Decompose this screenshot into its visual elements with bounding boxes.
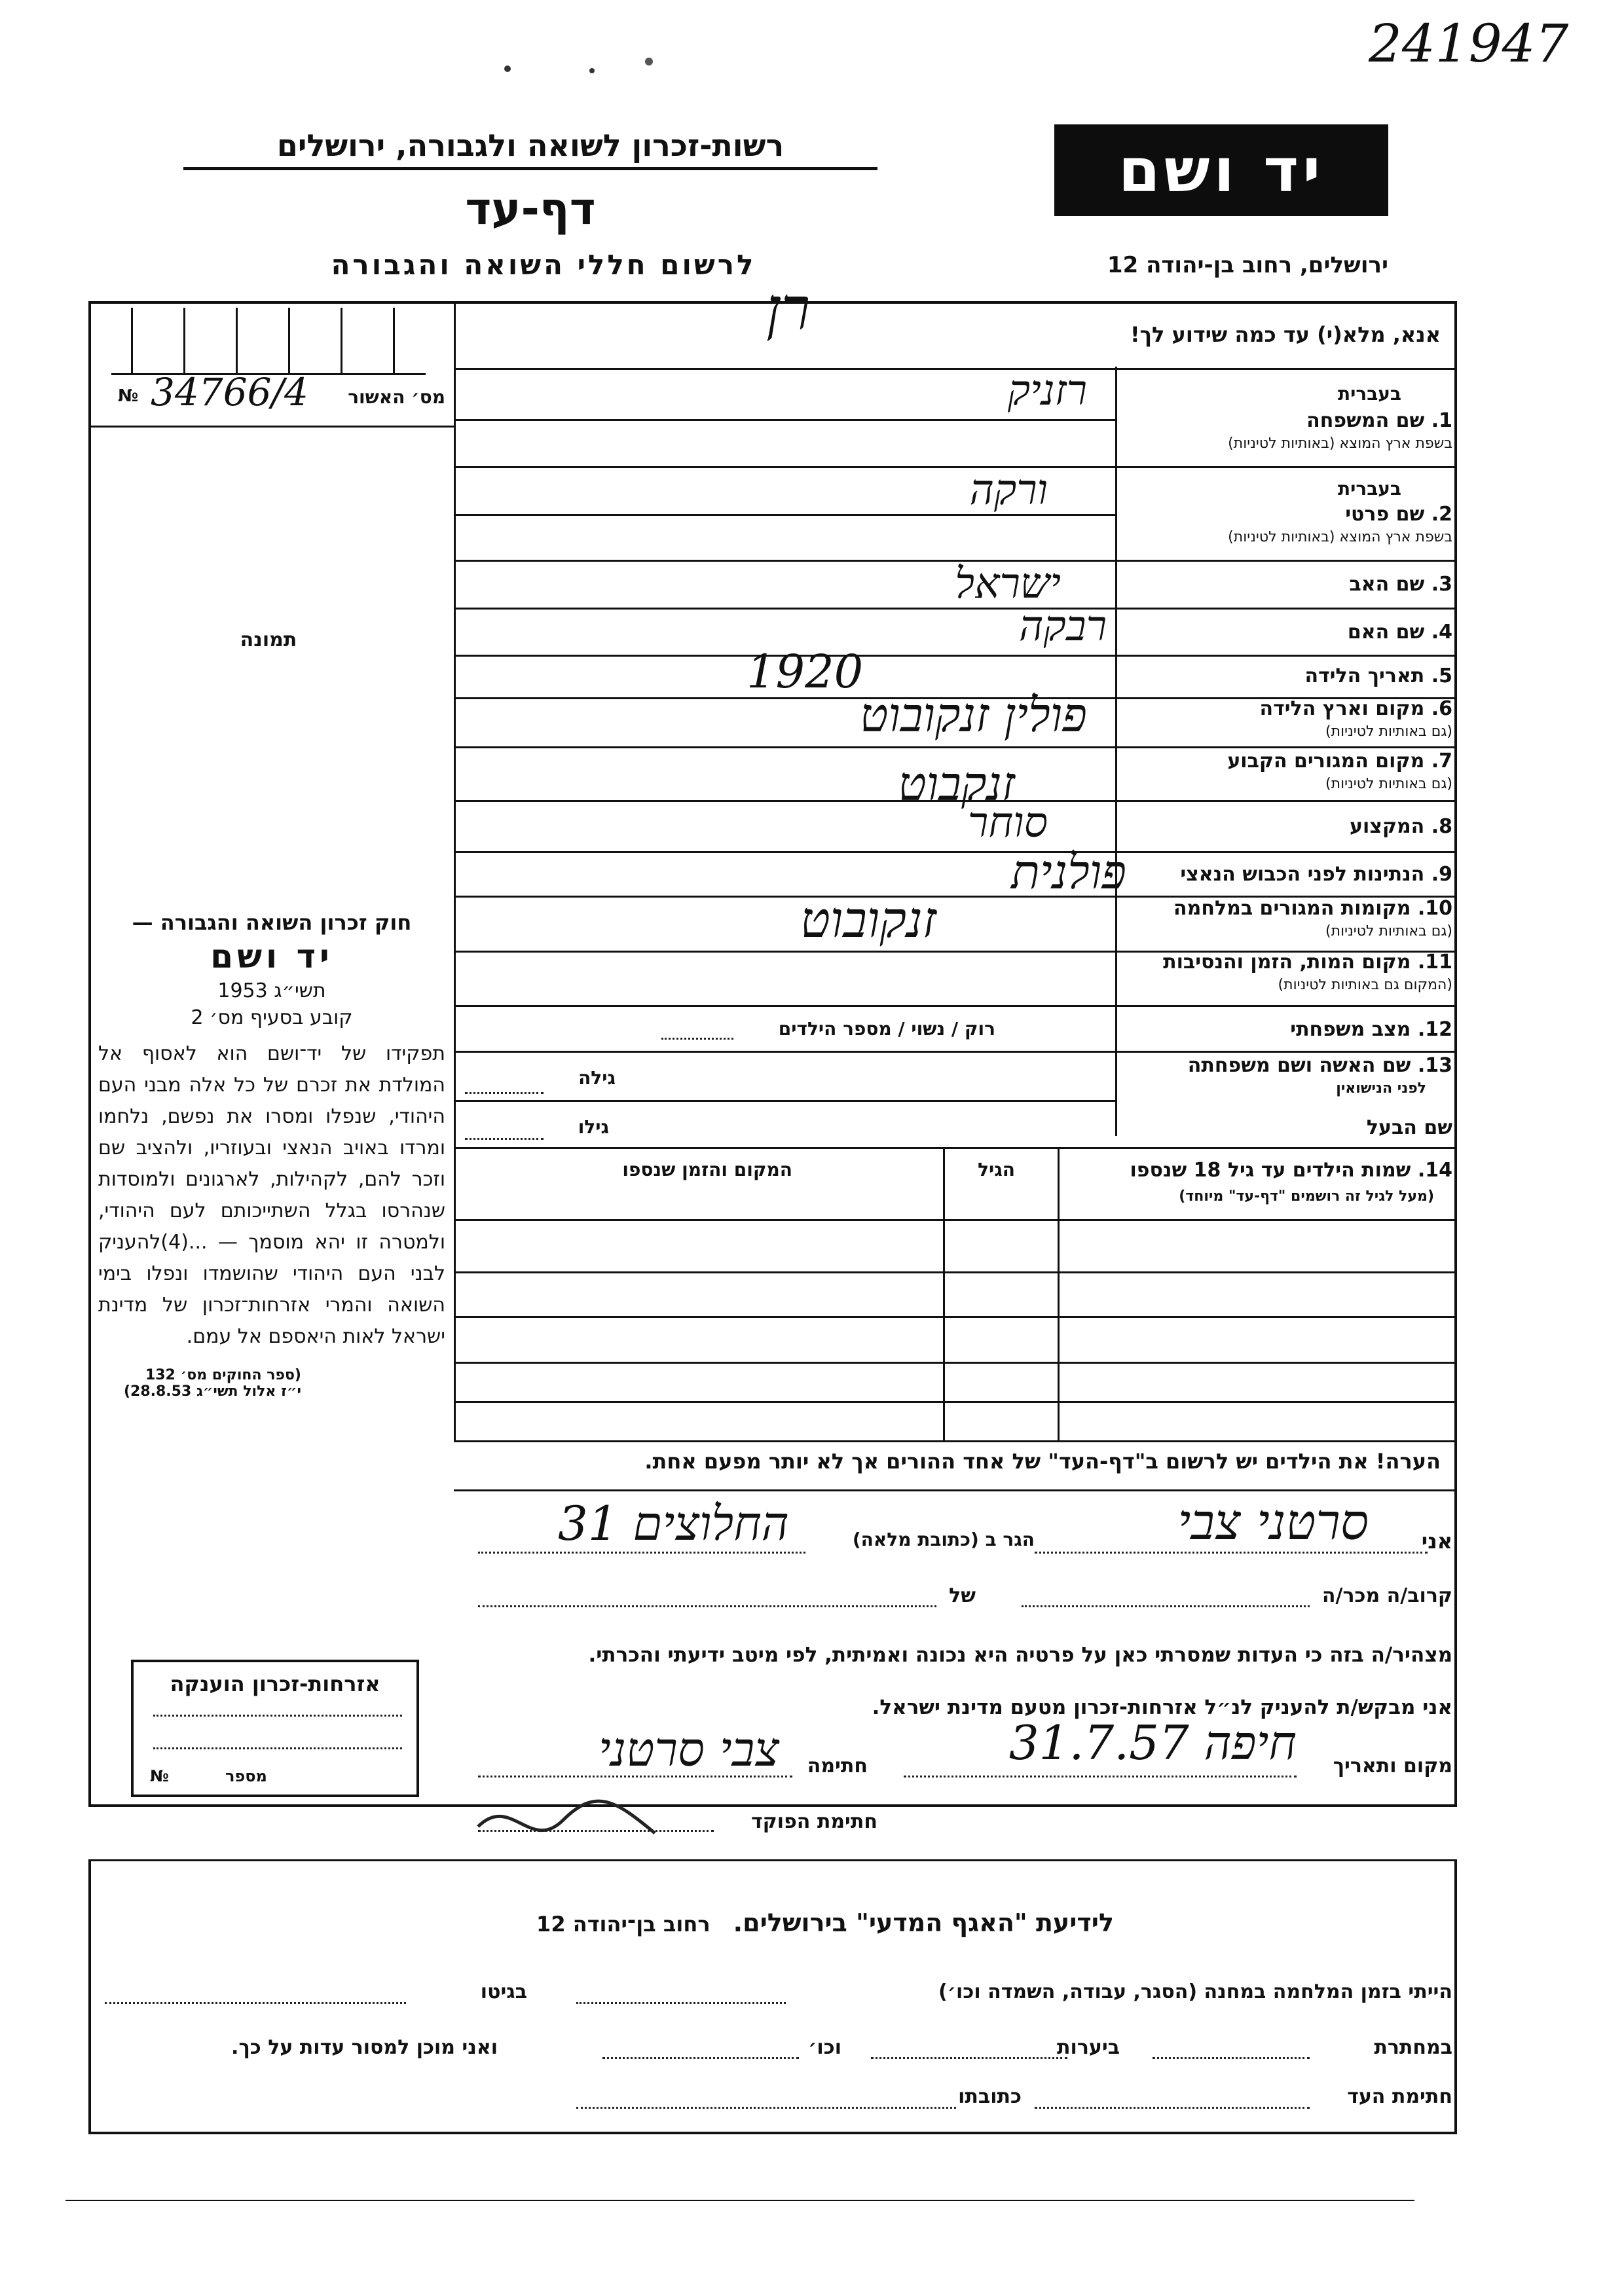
bottom-line1-ghetto [105,2002,406,2004]
bottom-line2-forest [871,2057,1067,2059]
field-2-sub: בשפת ארץ המוצא (באותיות לטיניות) [1228,529,1452,545]
field-3-label: 3. שם האב [1349,573,1452,596]
place-date-value: חיפה 31.7.57 [1008,1715,1297,1770]
approval-sign: № [118,386,139,406]
bottom-line1-a: הייתי בזמן המלחמה במחנה (הסגר, עבודה, השמדה וכו׳) [938,1980,1452,2003]
field-2-label: 2. שם פרטי [1345,503,1452,526]
row-rule [454,1005,1457,1007]
field-12-options: רוק / נשוי / מספר הילדים [778,1018,995,1040]
declarant-place-date: מקום ותאריך [1333,1755,1452,1777]
row-rule [454,1100,1115,1102]
official-signature-scrawl [471,1787,668,1859]
place-date-line [904,1776,1297,1777]
cert-line [153,1747,402,1749]
declarant-declare: מצהיר/ה בזה כי העדות שמסרתי כאן על פרטיה היא נכונה ואמיתית, לפי מיטב ידיעתי והכרתי. [588,1643,1452,1667]
declarant-name-value: סרטני צבי [1177,1493,1369,1551]
field-9-value: פולנית [1010,845,1126,900]
f14-row-rule [454,1362,1457,1364]
bottom-line1-b: בגיטו [480,1980,527,2003]
scan-speck [645,58,653,65]
field-7-value: זנקבוט [898,756,1015,811]
note-rule [454,1489,1457,1491]
bottom-line3-b: כתובתו [958,2085,1022,2108]
instruction-rule [454,368,1457,370]
declarant-name-line [1035,1552,1428,1554]
handwritten-top-mark: רן [766,275,811,344]
bottom-line3-address [576,2107,956,2109]
cert-line [153,1715,402,1717]
law-box [98,910,445,1400]
signature-value: צבי סרטני [598,1722,779,1777]
field-9-label: 9. הנתינות לפני הכבוש הנאצי [1180,863,1452,886]
declarant-request: אני מבקש/ת להעניק לנ״ל אזרחות-זכרון מטעם מדינת ישראל. [872,1696,1452,1719]
row-rule [454,419,1115,421]
f14-col-age: הגיל [978,1159,1015,1180]
approval-number: 34766/4 [151,370,308,414]
page-bottom-rule [65,2200,1414,2201]
approval-rule [88,426,454,428]
declarant-signature-label: חתימה [807,1755,868,1777]
law-ref-1: (ספר החוקים מס׳ 132 [145,1367,301,1383]
f14-header-rule [454,1219,1457,1221]
scan-speck [504,65,511,72]
declarant-relative: קרוב/ה מכר/ה [1321,1584,1452,1607]
field-3-value: ישראל [955,560,1061,608]
husband-age-label: גילו [578,1116,609,1138]
field-6-sub: (גם באותיות לטיניות) [1325,723,1452,740]
law-text: תפקידו של יד־ושם הוא לאסוף אל המולדת את זכרם של כל אלה מבני העם היהודי, שנפלו ומסרו את נפשם, נלחמו ומרדו באויב הנאצי ובעוזריו, ולהציב שם וזכר להם, לקהילות, לארגונים ולמוסדות שנהרסו בגלל השתייכותם לעם היהודי, ולמטרה זו יהא מוסמך — ...(4)להעניק לבני העם היהודי שהושמדו ונפלו בימי השואה והמרי אזרחות־זכרון של מדינת ישראל לאות היאספם אל עמם. [98,1042,445,1348]
field-8-label: 8. המקצוע [1350,815,1452,838]
field-7-label: 7. מקום המגורים הקבוע [1227,750,1452,773]
field-12-label: 12. מצב משפחתי [1290,1018,1452,1041]
left-column-divider [454,301,456,1440]
instruction-text: אנא, מלא(י) עד כמה שידוע לך! [1130,322,1441,347]
declarant-of-line [478,1605,936,1607]
field-13-age-label: גילה [578,1067,616,1089]
f14-row-rule [454,1271,1457,1273]
f14-row-rule [454,1401,1457,1403]
photo-label: תמונה [240,629,297,651]
field-12-children-line [661,1038,733,1040]
law-logo: יד ושם [210,938,333,975]
approval-ticks [111,308,426,375]
f14-col-divider [1058,1147,1060,1442]
field-8-value: סוחר [967,799,1048,847]
law-title: חוק זכרון השואה והגבורה — [132,910,412,935]
field-1-heb-label: בעברית [1337,383,1401,405]
approval-label: מס׳ האשור [348,386,445,408]
field-13-label: 13. שם האשה ושם משפחתה [1187,1054,1452,1077]
field-14-label: 14. שמות הילדים עד גיל 18 שנספו [1130,1159,1452,1182]
declarant-address-line [478,1552,805,1554]
declarant-resides: הגר ב (כתובת מלאה) [852,1529,1035,1550]
certificate-box [131,1660,419,1797]
law-ref-2: י״ז אלול תשי״ג 28.8.53) [123,1383,301,1400]
note-box-left-rule [454,1440,456,1442]
archive-number: 241947 [1369,13,1569,74]
law-year: תשי״ג 1953 [217,979,326,1002]
declarant-address-value: החלוצים 31 [558,1496,789,1551]
yad-vashem-logo [1054,124,1388,216]
bottom-address: רחוב בן־יהודה 12 [536,1912,710,1937]
bottom-line3-sign [1035,2107,1310,2109]
field-2-value: ורקה [969,466,1048,515]
bottom-title-text: לידיעת "האגף המדעי" בירושלים. [733,1908,1114,1937]
f14-col-place: המקום והזמן שנספו [622,1159,792,1180]
row-rule [454,851,1457,853]
bottom-line2-etc [602,2057,799,2059]
row-rule [454,746,1457,748]
bottom-line2-c: וכו׳ [808,2036,841,2059]
field-7-sub: (גם באותיות לטיניות) [1325,776,1452,792]
field-10-sub: (גם באותיות לטיניות) [1325,923,1452,939]
label-column-divider [1115,367,1117,1136]
husband-age-line [465,1138,544,1140]
field-4-value: רבקה [1018,602,1107,651]
field-11-sub: (המקום גם באותיות לטיניות) [1278,977,1452,993]
header-subtitle: לרשום חללי השואה והגבורה [331,249,756,281]
field-5-value: 1920 [747,645,864,699]
field-13-sub: לפני הנישואין [1336,1080,1426,1097]
row-rule [454,1051,1457,1053]
logo-text: יד ושם [1118,135,1325,206]
bottom-title [458,1908,1192,1937]
bottom-line3-a: חתימת העד [1347,2085,1452,2108]
bottom-line2-d: ואני מוכן למסור עדות על כך. [231,2036,498,2059]
field-1-sub: בשפת ארץ המוצא (באותיות לטיניות) [1228,435,1452,452]
note-text: הערה! את הילדים יש לרשום ב"דף-העד" של אחד ההורים אך לא יותר מפעם אחת. [644,1449,1441,1474]
bottom-line2-underground [1153,2057,1310,2059]
cert-title: אזרחות-זכרון הוענקה [170,1671,380,1696]
bottom-line2-a: במחתרת [1374,2036,1452,2059]
field-1-label: 1. שם המשפחה [1306,409,1452,432]
declarant-of: של [949,1584,976,1607]
header-org: רשות-זכרון לשואה ולגבורה, ירושלים [183,128,877,170]
field-4-label: 4. שם האם [1347,621,1452,644]
f14-bottom-rule [454,1440,1457,1442]
declarant-relative-line [1022,1605,1310,1607]
field-14-sub: (מעל לגיל זה רושמים "דף-עד" מיוחד) [1179,1188,1434,1205]
cert-sign: № [150,1767,169,1785]
field-13-age-line [465,1092,544,1094]
field-5-label: 5. תאריך הלידה [1304,665,1452,687]
header-address: ירושלים, רחוב בן-יהודה 12 [1107,252,1388,278]
field-6-label: 6. מקום וארץ הלידה [1259,697,1452,720]
f14-row-rule [454,1316,1457,1318]
row-rule [454,655,1457,657]
husband-label: שם הבעל [1366,1116,1452,1139]
field-1-value: רזניק [1007,367,1087,415]
bottom-line2-b: ביערות [1057,2036,1120,2059]
scan-speck [589,68,595,73]
declarant-ani: אני [1421,1529,1452,1554]
field-2-heb-label: בעברית [1337,478,1401,500]
official-sign-label: חתימת הפוקד [751,1810,877,1833]
f14-col-divider [943,1147,945,1442]
field-10-value: זנקובוט [800,890,936,949]
law-clause: קובע בסעיף מס׳ 2 [191,1006,353,1029]
field-10-label: 10. מקומות המגורים במלחמה [1173,897,1452,920]
row-rule [454,466,1457,468]
bottom-line1-camp [576,2002,786,2004]
header-title: דף-עד [465,183,596,235]
field-11-label: 11. מקום המות, הזמן והנסיבות [1163,951,1452,974]
field-6-value: פולין זנקובוט [860,687,1087,742]
row-rule [454,1147,1457,1149]
cert-number-label: מספר [225,1767,267,1785]
